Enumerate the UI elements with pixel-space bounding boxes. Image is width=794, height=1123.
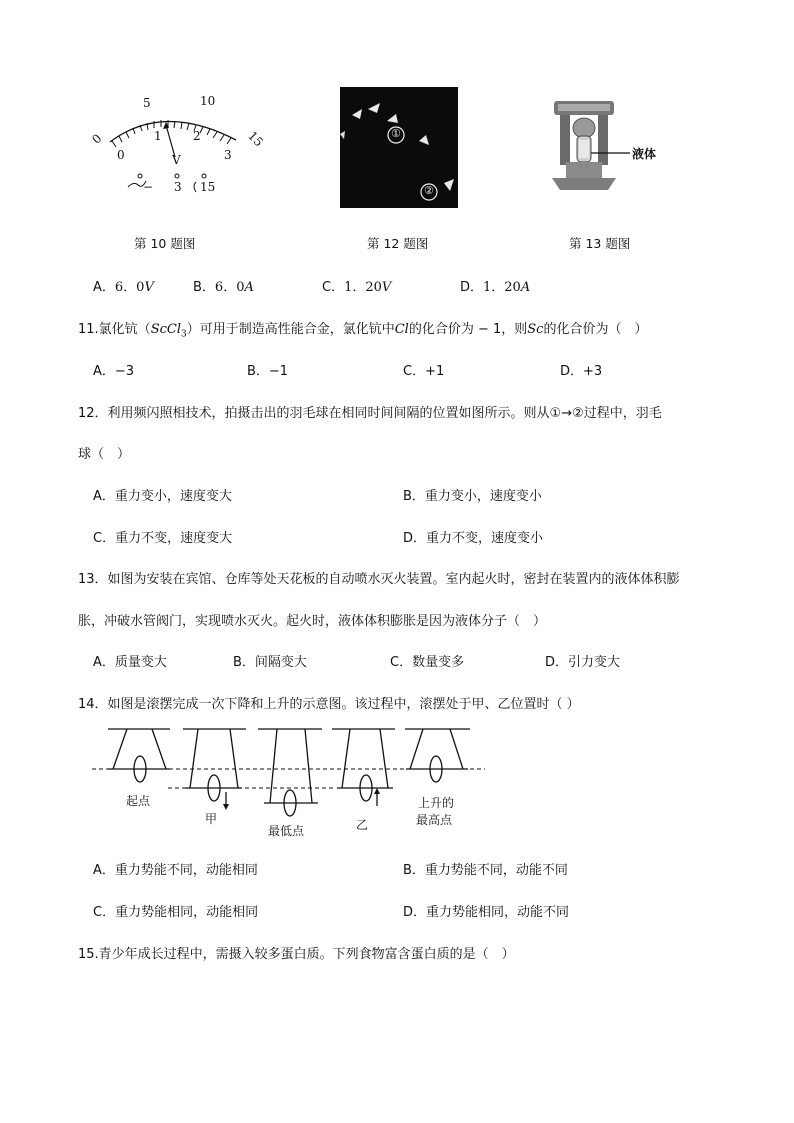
q10-option-d: D．1．20A — [460, 280, 531, 295]
terminal-minus: − — [143, 180, 154, 194]
q14-option-b: B．重力势能不同，动能不同 — [403, 863, 568, 878]
q14-option-c: C．重力势能相同，动能相同 — [93, 905, 259, 920]
scale-top-5: 5 — [143, 96, 151, 110]
q12-stem-line2: 球（ ） — [78, 447, 131, 462]
caption-fig10: 第 10 题图 — [134, 236, 196, 251]
q11-option-d: D．+3 — [560, 364, 603, 379]
q12-option-a: A．重力变小，速度变大 — [93, 489, 232, 504]
scale-top-0: 0 — [89, 131, 105, 147]
q10-option-a: A．6．0V — [93, 280, 154, 295]
q13-stem-line1: 13．如图为安装在宾馆、仓库等处天花板的自动喷水灭火装置。室内起火时，密封在装置内的液体体积膨 — [78, 572, 680, 587]
q13-option-d: D．引力变大 — [545, 655, 621, 670]
label-lowest: 最低点 — [268, 824, 305, 838]
q11-option-a: A．−3 — [93, 364, 135, 379]
terminal-15: 15 — [200, 180, 216, 194]
q11-option-c: C．+1 — [403, 364, 445, 379]
q15-stem: 15.青少年成长过程中，需摄入较多蛋白质。下列食物富含蛋白质的是（ ） — [78, 947, 515, 962]
q12-option-d: D．重力不变，速度变小 — [403, 531, 544, 546]
scale-bottom-3: 3 — [224, 148, 232, 162]
label-liquid: 液体 — [632, 147, 657, 161]
unit-v: V — [172, 153, 181, 167]
caption-fig12: 第 12 题图 — [367, 236, 429, 251]
terminal-3: 3 — [174, 180, 182, 194]
scale-top-15: 15 — [245, 128, 266, 150]
figure-13-sprinkler — [548, 98, 668, 198]
label-yi: 乙 — [356, 818, 369, 832]
figure-14-maxwell-pendulum — [90, 722, 490, 842]
scale-top-10: 10 — [200, 94, 216, 108]
label-top-line2: 最高点 — [416, 813, 453, 827]
q13-option-c: C．数量变多 — [390, 655, 465, 670]
label-jia: 甲 — [205, 812, 218, 826]
q12-option-b: B．重力变小，速度变小 — [403, 489, 542, 504]
q13-option-a: A．质量变大 — [93, 655, 167, 670]
mark-1: ① — [391, 127, 401, 140]
q11-stem: 11.氯化钪（ScCl$_3$）可用于制造高性能合金，氯化钪中Cl的化合价为 − 1，则Sc的化合价为（ ） — [78, 322, 648, 340]
q11-option-b: B．−1 — [247, 364, 289, 379]
q14-stem: 14．如图是滚摆完成一次下降和上升的示意图。该过程中，滚摆处于甲、乙位置时（ ） — [78, 697, 580, 712]
scale-bottom-0: 0 — [117, 148, 125, 162]
q13-stem-line2: 胀，冲破水管阀门，实现喷水灭火。起火时，液体体积膨胀是因为液体分子（ ） — [78, 614, 547, 629]
q14-option-a: A．重力势能不同，动能相同 — [93, 863, 258, 878]
caption-fig13: 第 13 题图 — [569, 236, 631, 251]
figure-12-photo — [340, 87, 458, 208]
label-start: 起点 — [126, 794, 151, 808]
scale-bottom-1: 1 — [154, 129, 162, 143]
label-top-line1: 上升的 — [418, 796, 455, 810]
q12-stem-line1: 12．利用频闪照相技术，拍摄击出的羽毛球在相同时间间隔的位置如图所示。则从①→②过程中，羽毛 — [78, 406, 662, 421]
figure-10-voltmeter — [88, 92, 268, 207]
q12-option-c: C．重力不变，速度变大 — [93, 531, 233, 546]
shuttlecock-drawing — [340, 87, 458, 208]
q13-option-b: B．间隔变大 — [233, 655, 307, 670]
scale-bottom-2: 2 — [193, 129, 201, 143]
q10-option-c: C．1．20V — [322, 280, 392, 295]
q14-option-d: D．重力势能相同，动能不同 — [403, 905, 570, 920]
q10-option-b: B．6．0A — [193, 280, 254, 295]
mark-2: ② — [424, 184, 434, 197]
